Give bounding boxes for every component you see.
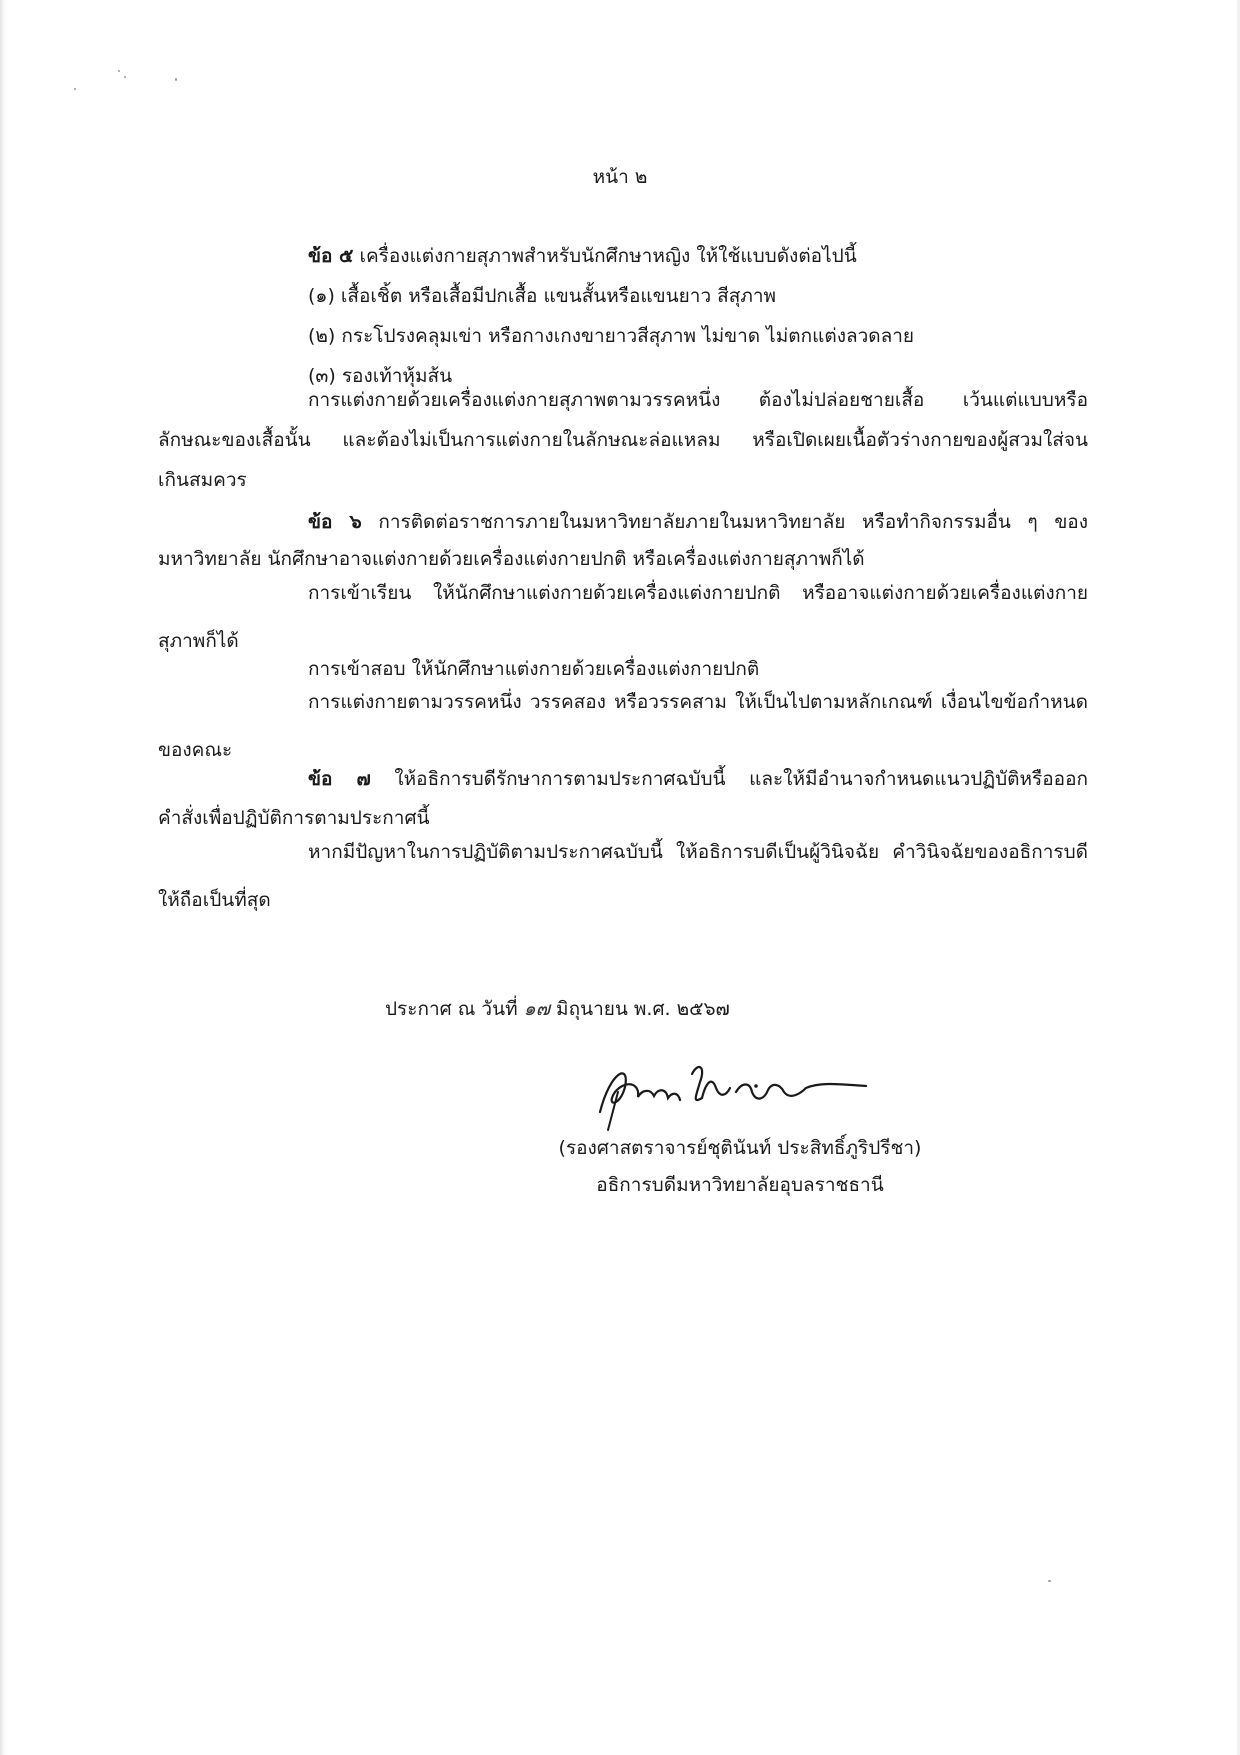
clause-7-line-2: คำสั่งเพื่อปฏิบัติการตามประกาศนี้ <box>158 807 430 829</box>
page-number: หน้า ๒ <box>592 166 648 188</box>
scan-edge-left <box>0 0 6 1755</box>
clause-5-heading: ข้อ ๕ <box>308 245 354 267</box>
announcement-month-year: มิถุนายน พ.ศ. ๒๕๖๗ <box>556 998 730 1020</box>
clause-5-item-1: (๑) เสื้อเชิ้ต หรือเสื้อมีปกเสื้อ แขนสั้นหรือแขนยาว สีสุภาพ <box>308 285 777 307</box>
clause-6-heading: ข้อ ๖ <box>308 511 362 533</box>
signer-name: (รองศาสตราจารย์ชุตินันท์ ประสิทธิ์ภูริปรีชา) <box>558 1137 922 1159</box>
clause-5-item-3: (๓) รองเท้าหุ้มส้น <box>308 365 453 387</box>
clause-7-problem-line-2: ให้ถือเป็นที่สุด <box>158 889 271 911</box>
clause-6-rule-line-1: การแต่งกายตามวรรคหนึ่ง วรรคสอง หรือวรรคสาม ให้เป็นไปตามหลักเกณฑ์ เงื่อนไขข้อกำหนด <box>308 691 1088 713</box>
clause-6-line-1 <box>308 509 1088 535</box>
clause-6-rule-line-2: ของคณะ <box>158 739 233 761</box>
clause-6-text-1: การติดต่อราชการภายในมหาวิทยาลัยภายในมหาวิทยาลัย หรือทำกิจกรรมอื่น ๆ ของ <box>378 511 1088 533</box>
clause-7-problem-line-1: หากมีปัญหาในการปฏิบัติตามประกาศฉบับนี้ ให้อธิการบดีเป็นผู้วินิจฉัย คำวินิจฉัยของอธิการบดี <box>308 841 1088 863</box>
scan-speck <box>74 88 76 90</box>
clause-7-line-1 <box>308 766 1088 792</box>
clause-7-heading: ข้อ ๗ <box>308 768 371 790</box>
clause-5-intro-line <box>308 243 857 269</box>
clause-7-text-1: ให้อธิการบดีรักษาการตามประกาศฉบับนี้ และให้มีอำนาจกำหนดแนวปฏิบัติหรือออก <box>394 768 1088 790</box>
clause-5-intro: เครื่องแต่งกายสุภาพสำหรับนักศึกษาหญิง ให้ใช้แบบดังต่อไปนี้ <box>359 245 857 267</box>
announcement-prefix: ประกาศ ณ วันที่ <box>385 998 518 1020</box>
clause-6-class-line-1: การเข้าเรียน ให้นักศึกษาแต่งกายด้วยเครื่องแต่งกายปกติ หรืออาจแต่งกายด้วยเครื่องแต่งกาย <box>308 582 1088 604</box>
clause-6-line-2: มหาวิทยาลัย นักศึกษาอาจแต่งกายด้วยเครื่องแต่งกายปกติ หรือเครื่องแต่งกายสุภาพก็ได้ <box>158 548 865 570</box>
announcement-date <box>385 996 730 1022</box>
scan-speck <box>1048 1580 1051 1582</box>
scan-speck <box>124 76 126 78</box>
announcement-day: ๑๗ <box>523 998 550 1020</box>
clause-5-para-line-1: การแต่งกายด้วยเครื่องแต่งกายสุภาพตามวรรคหนึ่ง ต้องไม่ปล่อยชายเสื้อ เว้นแต่แบบหรือ <box>308 389 1088 411</box>
clause-5-para-line-2: ลักษณะของเสื้อนั้น และต้องไม่เป็นการแต่งกายในลักษณะล่อแหลม หรือเปิดเผยเนื้อตัวร่างกายของผู้สวมใส่จน <box>158 429 1088 451</box>
clause-6-exam-line: การเข้าสอบ ให้นักศึกษาแต่งกายด้วยเครื่องแต่งกายปกติ <box>308 658 760 680</box>
scan-speck <box>118 70 120 72</box>
scan-speck <box>175 78 177 81</box>
clause-5-para-line-3: เกินสมควร <box>158 469 247 491</box>
signature-image <box>580 1052 880 1132</box>
clause-5-item-2: (๒) กระโปรงคลุมเข่า หรือกางเกงขายาวสีสุภาพ ไม่ขาด ไม่ตกแต่งลวดลาย <box>308 325 915 347</box>
signer-position: อธิการบดีมหาวิทยาลัยอุบลราชธานี <box>596 1174 884 1196</box>
clause-6-class-line-2: สุภาพก็ได้ <box>158 630 239 652</box>
